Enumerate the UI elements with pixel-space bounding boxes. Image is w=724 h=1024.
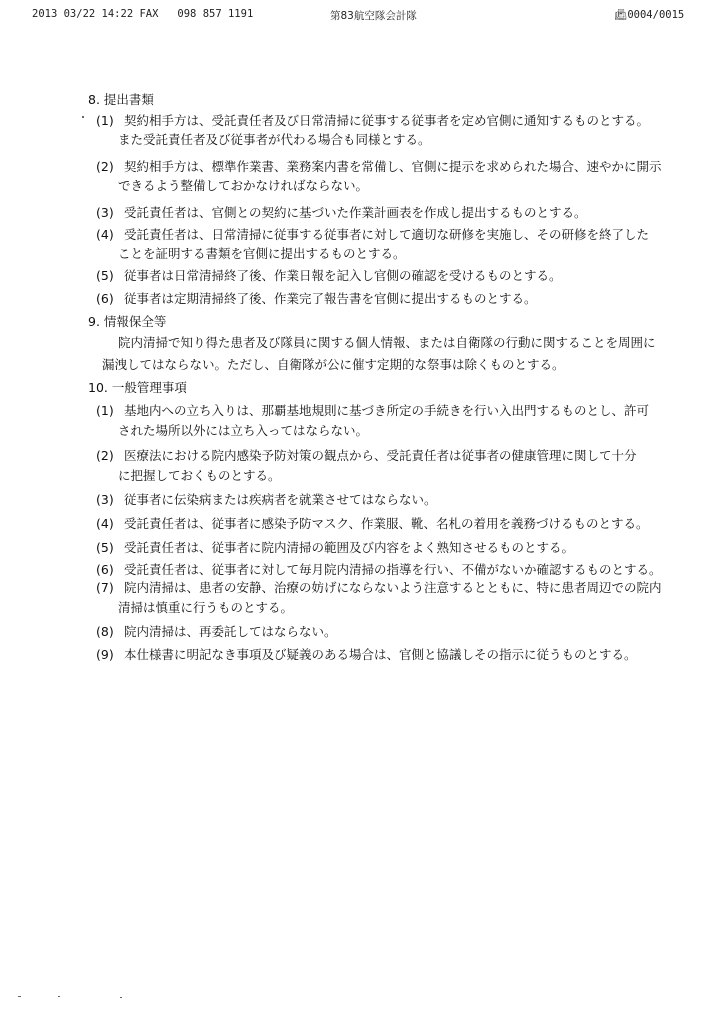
item-text-line: 従事者は日常清掃終了後、作業日報を記入し官側の確認を受けるものとする。: [124, 268, 562, 283]
item-number: (2): [96, 448, 114, 463]
scan-speck: [18, 996, 21, 997]
item-text-line: また受託責任者及び従事者が代わる場合も同様とする。: [118, 132, 431, 147]
section-heading: 10. 一般管理事項: [88, 380, 187, 395]
item-text-line: 受託責任者は、従事者に対して毎月院内清掃の指導を行い、不備がないか確認するものとする。: [124, 562, 662, 577]
item-number: (7): [96, 580, 114, 595]
item-text-line: 従事者に伝染病または疾病者を就業させてはならない。: [124, 492, 437, 507]
item-number: (1): [96, 403, 114, 418]
fax-header: [0, 8, 724, 24]
scan-speck: [120, 997, 122, 998]
item-number: (5): [96, 268, 114, 283]
item-text-line: 院内清掃は、再委託してはならない。: [124, 624, 337, 639]
item-text-line: 基地内への立ち入りは、那覇基地規則に基づき所定の手続きを行い入出門するものとし、許可: [124, 403, 650, 418]
item-text-line: 契約相手方は、受託責任者及び日常清掃に従事する従事者を定め官側に通知するものとする。: [124, 113, 650, 128]
item-number: (8): [96, 624, 114, 639]
paragraph-line: 院内清掃で知り得た患者及び隊員に関する個人情報、または自衛隊の行動に関することを周囲に: [118, 335, 656, 350]
item-text-line: 医療法における院内感染予防対策の観点から、受託責任者は従事者の健康管理に関して十分: [124, 448, 637, 463]
scan-speck: [82, 116, 84, 118]
item-text-line: 受託責任者は、従事者に院内清掃の範囲及び内容をよく熟知させるものとする。: [124, 540, 575, 555]
item-number: (6): [96, 562, 114, 577]
item-text-line: 受託責任者は、従事者に感染予防マスク、作業服、靴、名札の着用を義務づけるものとする。: [124, 516, 649, 531]
fax-page-number: 📠︎0004/0015: [614, 9, 685, 21]
item-number: (2): [96, 159, 114, 174]
item-number: (9): [96, 647, 114, 662]
item-text-line: 清掃は慎重に行うものとする。: [118, 600, 294, 615]
item-text-line: できるよう整備しておかなければならない。: [118, 178, 369, 193]
item-text-line: された場所以外には立ち入ってはならない。: [118, 423, 369, 438]
item-number: (5): [96, 540, 114, 555]
item-text-line: 院内清掃は、患者の安静、治療の妨げにならないよう注意するとともに、特に患者周辺での院内: [124, 580, 662, 595]
item-text-line: 本仕様書に明記なき事項及び疑義のある場合は、官側と協議しその指示に従うものとする。: [124, 647, 637, 662]
item-number: (6): [96, 291, 114, 306]
fax-phone: 098 857 1191: [177, 8, 254, 20]
item-number: (4): [96, 516, 114, 531]
fax-page-value: 0004/0015: [627, 9, 685, 21]
fax-datetime-phone: [32, 8, 253, 20]
item-text-line: 受託責任者は、官側との契約に基づいた作業計画表を作成し提出するものとする。: [124, 205, 587, 220]
fax-sender: 第83航空隊会計隊: [330, 10, 417, 22]
scan-speck: [58, 996, 60, 997]
item-text-line: に把握しておくものとする。: [118, 468, 281, 483]
paragraph-line: 漏洩してはならない。ただし、自衛隊が公に催す定期的な祭事は除くものとする。: [102, 357, 565, 372]
section-heading: 8. 提出書類: [88, 92, 154, 107]
item-number: (4): [96, 227, 114, 242]
section-heading: 9. 情報保全等: [88, 314, 167, 329]
item-text-line: ことを証明する書類を官側に提出するものとする。: [118, 246, 406, 261]
item-number: (3): [96, 492, 114, 507]
item-text-line: 受託責任者は、日常清掃に従事する従事者に対して適切な研修を実施し、その研修を終了した: [124, 227, 650, 242]
item-text-line: 従事者は定期清掃終了後、作業完了報告書を官側に提出するものとする。: [124, 291, 537, 306]
fax-datetime: 2013 03/22 14:22 FAX: [32, 8, 159, 20]
item-text-line: 契約相手方は、標準作業書、業務案内書を常備し、官側に提示を求められた場合、速やかに開示: [124, 159, 662, 174]
item-number: (1): [96, 113, 114, 128]
item-number: (3): [96, 205, 114, 220]
